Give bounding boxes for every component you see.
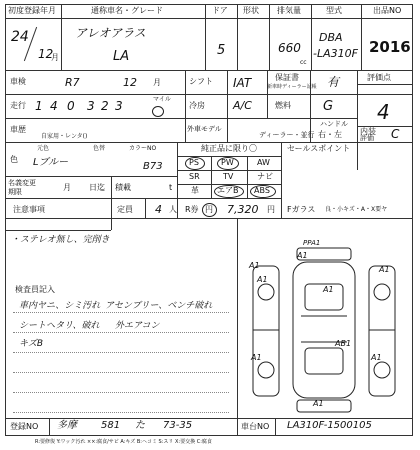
load-label: 積載 <box>115 183 131 192</box>
mileage-unit: マイル <box>153 96 171 103</box>
equip-pw-circle <box>217 157 239 170</box>
first-reg-label: 初度登録年月 <box>8 6 56 15</box>
inspection-month-unit: 月 <box>153 78 161 87</box>
inspection-month: 12 <box>123 76 137 89</box>
warranty-label: 保証書 <box>275 73 299 82</box>
car-name: アレオアラス <box>75 26 146 40</box>
original-color-label: 元色 <box>37 145 50 152</box>
diagram-label-3: A1 <box>379 265 390 274</box>
tax-yen-circle <box>202 203 217 217</box>
interior-label: 内装 <box>360 127 376 136</box>
car-name-label: 通称車名・グレード <box>91 6 163 15</box>
diagram-label-8: AB1 <box>335 339 352 348</box>
diagram-label-1: A1 <box>249 261 260 270</box>
handle-label: ハンドル <box>320 120 348 128</box>
reg-class: 581 <box>101 420 121 431</box>
displacement-label: 排気量 <box>277 6 301 15</box>
inspector-line-2: アセンブリー、ベンチ破れ <box>105 301 213 311</box>
capacity-label: 定員 <box>117 205 133 214</box>
notes-text: ・ステレオ無し、完削き <box>11 235 110 245</box>
mileage-digit-3: 0 <box>67 99 75 113</box>
fclass-options: 良・小キズ・A・X要ヤ <box>325 206 388 213</box>
reg-year: 24 <box>11 29 29 45</box>
equip-abs-circle <box>250 185 276 198</box>
model-line2: -LA310F <box>313 47 358 60</box>
interior-value: C <box>391 127 400 141</box>
diagram-label-6: A1 <box>251 353 262 362</box>
tax-unit: 円 <box>267 205 275 214</box>
tax-yen-mark: 円 <box>205 205 213 214</box>
day-label: 日迄 <box>89 183 105 192</box>
diagram-label-2: A1 <box>297 251 308 260</box>
interior-label2: 評価 <box>360 134 374 142</box>
reg-no-label: 登録NO <box>10 422 39 431</box>
diagram-label-7: A1 <box>371 353 382 362</box>
fuel-value: G <box>323 99 334 114</box>
mileage-digit-2: 4 <box>50 99 58 113</box>
name-change-label2: 期限 <box>8 188 22 196</box>
mileage-digit-4: 3 <box>87 99 95 113</box>
equip-ps-circle <box>185 157 205 170</box>
reg-month: 12 <box>38 47 54 61</box>
equip-navi: ナビ <box>257 172 273 181</box>
tax-label: R券 <box>185 205 199 214</box>
shape-label: 形状 <box>243 6 259 15</box>
lot-label: 出品NO <box>373 6 402 15</box>
chassis-value: LA310F-1500105 <box>287 420 372 431</box>
door-label: ドア <box>212 6 228 15</box>
equip-sr: SR <box>189 172 200 181</box>
lot-number: 2016 <box>369 38 411 56</box>
fclass-label: Fガラス <box>287 205 316 214</box>
equip-tv: TV <box>223 172 234 181</box>
rating-value: 4 <box>377 100 390 124</box>
notes-label: 注意事項 <box>13 205 45 214</box>
diagram-top-label: PPA1 <box>303 239 321 247</box>
equip-ps: PS <box>189 158 199 167</box>
inspector-line-4: 外エアコン <box>115 321 160 331</box>
displacement-unit: cc <box>300 59 307 66</box>
genuine-label: 純正品に限り〇 <box>201 144 257 153</box>
original-color-value: Lブルー <box>33 157 69 168</box>
history-options: 自家用・レンタ() <box>41 133 88 140</box>
fuel-label: 燃料 <box>275 101 291 110</box>
diagram-label-4: A1 <box>257 275 268 284</box>
load-unit: t <box>169 183 173 192</box>
ac-value: A/C <box>233 99 252 112</box>
warranty-value: 有 <box>327 75 340 89</box>
mileage-digit-6: 3 <box>115 99 123 113</box>
inspection-label: 車検 <box>10 77 26 86</box>
tax-value: 7,320 <box>227 203 259 216</box>
color-change-label: 色替 <box>93 145 106 152</box>
model-label: 型式 <box>326 6 342 15</box>
auction-sheet <box>5 4 413 444</box>
door-count: 5 <box>217 43 226 58</box>
shift-value: IAT <box>233 76 252 90</box>
sales-point-label: セールスポイント <box>287 144 351 153</box>
equip-pw: PW <box>221 158 234 167</box>
equip-abs: ABS <box>254 186 270 195</box>
mileage-circle <box>152 106 164 117</box>
capacity-unit: 人 <box>169 205 177 214</box>
mileage-label: 走行 <box>10 101 26 110</box>
external-model-label: 外車モデル <box>187 125 222 133</box>
legend: R:要修復 Y:ワック汚れ ××:腐食/サビ A:キズ B:ヘコミ S:スリ X:要交換 C:腐食 <box>35 439 212 445</box>
capacity-value: 4 <box>155 203 162 216</box>
dealer-label: ディーラー・並行 <box>259 131 315 139</box>
displacement-value: 660 <box>278 41 301 55</box>
name-change-label: 名義変更 <box>8 179 36 187</box>
inspector-title: 検査員記入 <box>15 285 55 294</box>
history-label: 車歴 <box>10 125 26 134</box>
equip-airbag: エアB <box>217 186 239 195</box>
model-line1: DBA <box>319 31 343 44</box>
month-label: 月 <box>63 183 71 192</box>
color-label: 色 <box>10 155 18 164</box>
reg-month-unit: 月 <box>51 53 59 62</box>
reg-number: 73-35 <box>163 420 193 431</box>
mileage-digit-5: 2 <box>101 99 109 113</box>
equip-leather: 革 <box>191 186 199 195</box>
reg-area: 多摩 <box>57 420 77 431</box>
equip-aw: AW <box>257 158 270 167</box>
color-no-label: カラーNO <box>129 145 157 152</box>
reg-kana: た <box>135 420 145 431</box>
shift-label: シフト <box>189 77 213 86</box>
rating-label: 評価点 <box>367 73 391 82</box>
equip-airbag-circle <box>214 185 244 198</box>
ac-label: 冷房 <box>189 101 205 110</box>
warranty-sub: 新車時ディーラー記帳 <box>267 84 317 90</box>
handle-options: 右・左 <box>318 130 342 139</box>
diagram-label-5: A1 <box>323 285 334 294</box>
inspector-line-1: 車内ヤニ、シミ汚れ <box>19 301 101 311</box>
diagram-label-9: A1 <box>313 399 324 408</box>
mileage-digit-1: 1 <box>35 99 43 113</box>
color-no-value: B73 <box>143 161 163 172</box>
grade: LA <box>113 49 130 64</box>
inspector-line-5: キズB <box>19 339 43 349</box>
inspector-line-3: シートヘタリ、破れ <box>19 321 100 331</box>
inspection-era: R7 <box>65 76 80 89</box>
chassis-label: 車台NO <box>241 422 270 431</box>
